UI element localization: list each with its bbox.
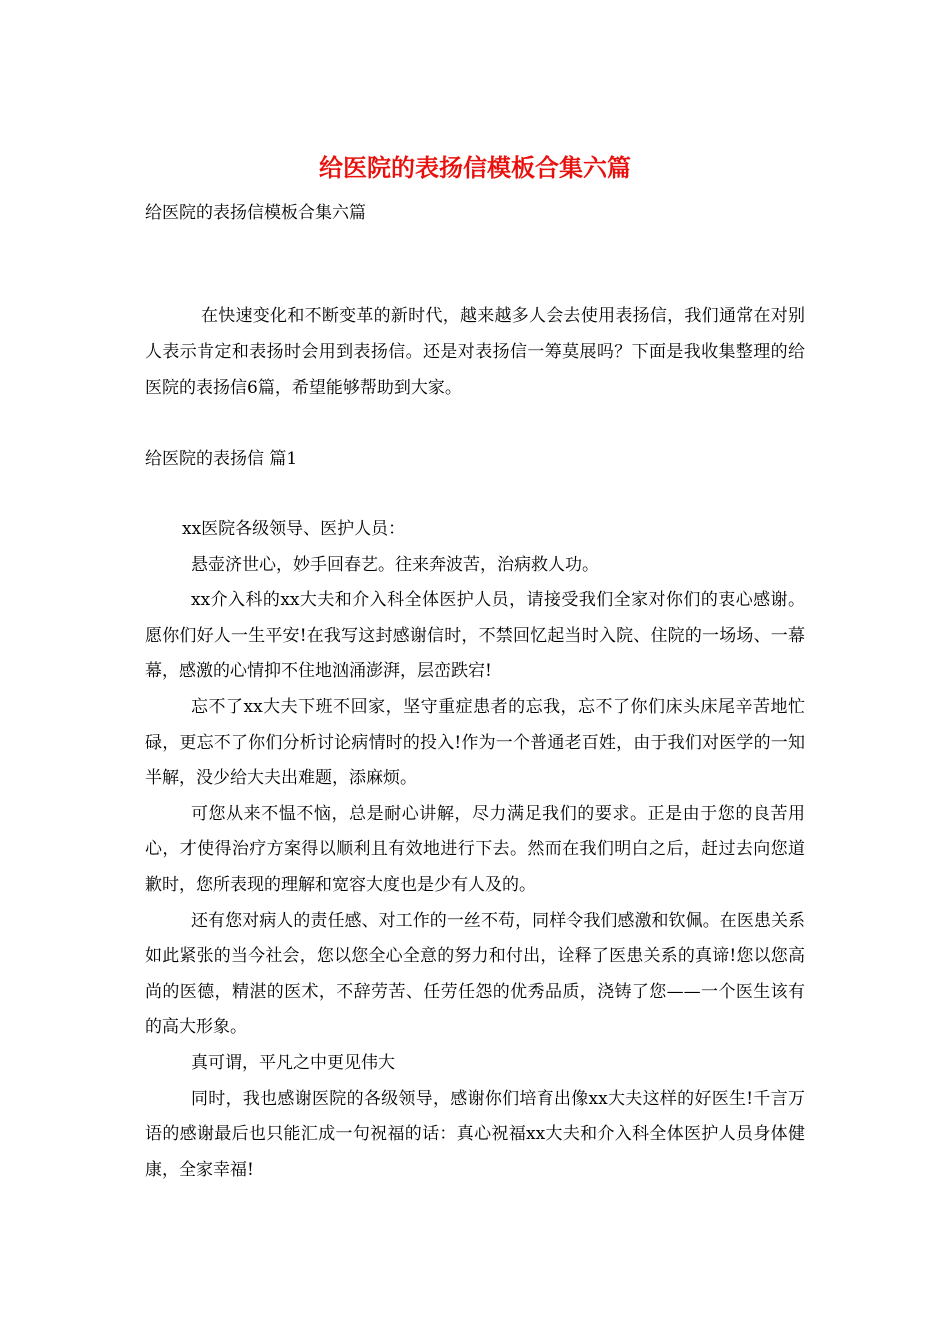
letter-paragraph: 同时，我也感谢医院的各级领导，感谢你们培育出像xx大夫这样的好医生!千言万语的感谢最后也只能汇成一句祝福的话：真心祝福xx大夫和介入科全体医护人员身体健康，全家幸福! [145,1088,805,1180]
letter-paragraph: 还有您对病人的责任感、对工作的一丝不苟，同样令我们感激和钦佩。在医患关系如此紧张的当今社会，您以您全心全意的努力和付出，诠释了医患关系的真谛!您以您高尚的医德，精湛的医术，不辞劳苦、任劳任怨的优秀品质，浇铸了您——一个医生该有的高大形象。 [145,910,805,1038]
letter-paragraph: 真可谓，平凡之中更见伟大 [191,1052,395,1073]
letter-salutation: xx医院各级领导、医护人员： [182,519,406,539]
letter-paragraph: 可您从来不愠不恼，总是耐心讲解，尽力满足我们的要求。正是由于您的良苦用心，才使得治疗方案得以顺利且有效地进行下去。然而在我们明白之后，赶过去向您道歉时，您所表现的理解和宽容大度也是少有人及的。 [145,803,805,895]
letter-paragraph: xx介入科的xx大夫和介入科全体医护人员，请接受我们全家对你们的衷心感谢。愿你们好人一生平安!在我写这封感谢信时，不禁回忆起当时入院、住院的一场场、一幕幕，感激的心情抑不住地汹涌澎湃，层峦跌宕! [145,590,805,682]
section-heading: 给医院的表扬信 篇1 [145,449,298,469]
document-title: 给医院的表扬信模板合集六篇 [319,153,631,182]
letter-body [145,512,805,1188]
letter-paragraph: 忘不了xx大夫下班不回家，坚守重症患者的忘我，忘不了你们床头床尾辛苦地忙碌，更忘不了你们分析讨论病情时的投入!作为一个普通老百姓，由于我们对医学的一知半解，没少给大夫出难题，添麻烦。 [145,696,805,789]
letter-paragraph: 悬壶济世心，妙手回春艺。往来奔波苦，治病救人功。 [191,554,599,575]
intro-paragraph: 在快速变化和不断变革的新时代，越来越多人会去使用表扬信，我们通常在对别人表示肯定和表扬时会用到表扬信。还是对表扬信一筹莫展吗？下面是我收集整理的给医院的表扬信6篇，希望能够帮助到大家。 [145,306,805,398]
document-subtitle: 给医院的表扬信模板合集六篇 [145,203,366,223]
